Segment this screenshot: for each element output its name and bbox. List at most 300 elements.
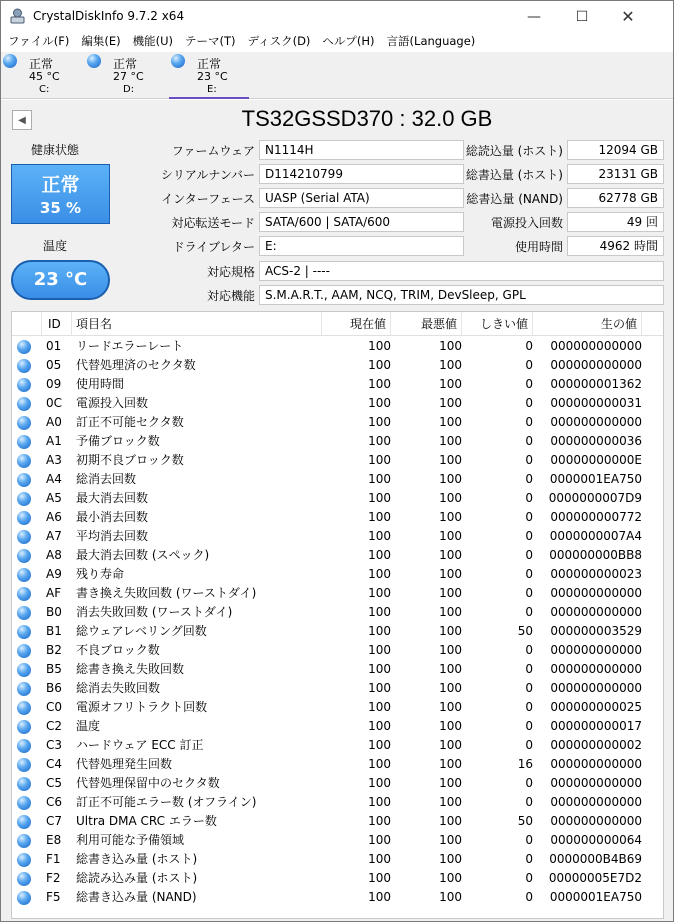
attribute-name: 訂正不可能エラー数 (オフライン) (76, 795, 257, 809)
maximize-button[interactable]: ☐ (575, 8, 589, 25)
status-good-icon (17, 834, 31, 848)
threshold-value: 0 (525, 833, 533, 847)
drive-temp: 23 °C (197, 70, 228, 83)
current-value: 100 (368, 358, 391, 372)
attribute-name: 温度 (76, 719, 101, 733)
status-good-icon (17, 720, 31, 734)
drive-letter: D: (123, 84, 135, 95)
attribute-name: 電源オフリトラクト回数 (76, 700, 208, 714)
drive-status: 正常 (29, 57, 54, 71)
attribute-name: 不良ブロック数 (76, 643, 160, 657)
drive-letter: E: (207, 84, 217, 95)
attribute-id: A4 (46, 472, 62, 486)
app-disk-icon (9, 8, 26, 25)
status-good-icon (17, 663, 31, 677)
threshold-value: 0 (525, 662, 533, 676)
drive-status: 正常 (113, 57, 138, 71)
raw-value: 000000000000 (550, 339, 642, 353)
threshold-value: 0 (525, 871, 533, 885)
status-good-icon (17, 739, 31, 753)
attribute-id: C7 (46, 814, 63, 828)
attribute-id: A7 (46, 529, 62, 543)
host-writes-field: 23131 GB (567, 164, 664, 184)
status-good-icon (17, 473, 31, 487)
attribute-name: 初期不良ブロック数 (76, 453, 184, 467)
header-threshold[interactable]: しきい値 (462, 312, 533, 336)
attribute-name: 利用可能な予備領域 (76, 833, 185, 847)
attribute-name: 書き換え失敗回数 (ワーストダイ) (76, 586, 257, 600)
threshold-value: 0 (525, 415, 533, 429)
attribute-id: A6 (46, 510, 62, 524)
table-row[interactable] (12, 413, 663, 432)
header-worst[interactable]: 最悪値 (391, 312, 462, 336)
current-value: 100 (368, 339, 391, 353)
raw-value: 000000000036 (550, 434, 642, 448)
status-good-icon (17, 454, 31, 468)
current-value: 100 (368, 795, 391, 809)
status-good-icon (17, 416, 31, 430)
table-row[interactable] (12, 432, 663, 451)
model-title: TS32GSSD370 : 32.0 GB (241, 106, 493, 131)
raw-value: 000000001362 (550, 377, 642, 391)
table-row[interactable] (12, 565, 663, 584)
threshold-value: 0 (525, 358, 533, 372)
current-value: 100 (368, 814, 391, 828)
threshold-value: 0 (525, 700, 533, 714)
attribute-name: 最小消去回数 (76, 510, 149, 524)
worst-value: 100 (439, 662, 462, 676)
minimize-button[interactable]: — (527, 8, 541, 25)
worst-value: 100 (439, 415, 462, 429)
worst-value: 100 (439, 434, 462, 448)
table-row[interactable] (12, 679, 663, 698)
attribute-name: ハードウェア ECC 訂正 (76, 738, 204, 752)
health-status: 正常 (41, 174, 80, 196)
menu-help[interactable]: ヘルプ(H) (322, 34, 375, 48)
firmware-label: ファームウェア (171, 144, 255, 158)
attribute-id: F2 (46, 871, 61, 885)
attribute-id: C0 (46, 700, 63, 714)
threshold-value: 0 (525, 434, 533, 448)
threshold-value: 0 (525, 548, 533, 562)
table-row[interactable] (12, 337, 663, 356)
worst-value: 100 (439, 776, 462, 790)
attribute-id: C6 (46, 795, 63, 809)
threshold-value: 0 (525, 567, 533, 581)
worst-value: 100 (439, 738, 462, 752)
status-good-icon (17, 872, 31, 886)
attribute-id: 01 (46, 339, 62, 353)
worst-value: 100 (439, 624, 462, 638)
attribute-id: F5 (46, 890, 61, 904)
status-good-icon (17, 701, 31, 715)
menu-disk[interactable]: ディスク(D) (247, 34, 311, 48)
serial-field: D114210799 (259, 164, 464, 184)
attribute-id: A8 (46, 548, 62, 562)
table-row[interactable] (12, 527, 663, 546)
status-good-icon (17, 549, 31, 563)
current-value: 100 (368, 719, 391, 733)
raw-value: 000000000000 (550, 358, 642, 372)
power-on-count-label: 電源投入回数 (490, 216, 563, 230)
attribute-id: 05 (46, 358, 62, 372)
current-value: 100 (368, 890, 391, 904)
status-good-icon (17, 378, 31, 392)
status-good-icon (3, 54, 17, 68)
status-good-icon (17, 397, 31, 411)
current-value: 100 (368, 415, 391, 429)
health-label: 健康状態 (31, 143, 80, 157)
status-good-icon (17, 511, 31, 525)
header-id[interactable]: ID (42, 312, 72, 336)
status-good-icon (87, 54, 101, 68)
worst-value: 100 (439, 890, 462, 904)
table-row[interactable] (12, 641, 663, 660)
current-value: 100 (368, 776, 391, 790)
raw-value: 000000000000 (550, 814, 642, 828)
menu-theme[interactable]: テーマ(T) (185, 34, 236, 48)
status-good-icon (17, 530, 31, 544)
attribute-id: B2 (46, 643, 62, 657)
table-row[interactable] (12, 394, 663, 413)
table-row[interactable] (12, 375, 663, 394)
current-value: 100 (368, 833, 391, 847)
table-row[interactable] (12, 698, 663, 717)
raw-value: 0000001EA750 (549, 890, 642, 904)
status-good-icon (17, 853, 31, 867)
current-value: 100 (368, 643, 391, 657)
health-status-button[interactable] (11, 164, 110, 224)
table-row[interactable] (12, 755, 663, 774)
attribute-name: 代替処理保留中のセクタ数 (76, 776, 220, 790)
standard-label: 対応規格 (206, 265, 255, 279)
threshold-value: 50 (517, 814, 533, 828)
current-value: 100 (368, 510, 391, 524)
worst-value: 100 (439, 510, 462, 524)
threshold-value: 0 (525, 491, 533, 505)
table-row[interactable] (12, 470, 663, 489)
host-reads-label: 総読込量 (ホスト) (465, 144, 563, 158)
current-value: 100 (368, 586, 391, 600)
attribute-name: 代替処理済のセクタ数 (76, 358, 196, 372)
threshold-value: 0 (525, 472, 533, 486)
attribute-name: 総書き込み量 (ホスト) (76, 852, 198, 866)
status-good-icon (17, 625, 31, 639)
status-good-icon (17, 644, 31, 658)
attribute-id: 0C (46, 396, 63, 410)
worst-value: 100 (439, 358, 462, 372)
temperature-value[interactable]: 23 °C (11, 260, 110, 300)
current-value: 100 (368, 491, 391, 505)
transfer-mode-field: SATA/600 | SATA/600 (259, 212, 464, 232)
table-row[interactable] (12, 831, 663, 850)
table-row[interactable] (12, 584, 663, 603)
triangle-left-icon: ◀ (18, 114, 26, 126)
table-row[interactable] (12, 508, 663, 527)
attribute-id: B0 (46, 605, 62, 619)
worst-value: 100 (439, 339, 462, 353)
table-row[interactable] (12, 356, 663, 375)
raw-value: 0000000007D9 (548, 491, 642, 505)
current-value: 100 (368, 700, 391, 714)
attribute-name: 総書き換え失敗回数 (76, 662, 185, 676)
attribute-name: 最大消去回数 (76, 491, 149, 505)
drive-status: 正常 (197, 57, 222, 71)
threshold-value: 0 (525, 529, 533, 543)
header-name[interactable]: 項目名 (72, 312, 322, 336)
worst-value: 100 (439, 833, 462, 847)
attribute-name: Ultra DMA CRC エラー数 (76, 814, 217, 828)
attribute-name: 予備ブロック数 (76, 434, 160, 448)
status-good-icon (171, 54, 185, 68)
table-row[interactable] (12, 774, 663, 793)
current-value: 100 (368, 738, 391, 752)
table-row[interactable] (12, 660, 663, 679)
attribute-id: A3 (46, 453, 62, 467)
main-panel (1, 100, 673, 921)
threshold-value: 0 (525, 396, 533, 410)
menu-edit[interactable]: 編集(E) (81, 34, 121, 48)
features-label: 対応機能 (206, 289, 255, 303)
table-row[interactable] (12, 717, 663, 736)
raw-value: 000000000000 (550, 757, 642, 771)
table-row[interactable] (12, 850, 663, 869)
table-row[interactable] (12, 451, 663, 470)
threshold-value: 0 (525, 719, 533, 733)
header-status[interactable] (12, 312, 42, 336)
status-good-icon (17, 796, 31, 810)
current-value: 100 (368, 757, 391, 771)
drive-tab-c[interactable] (1, 52, 81, 99)
current-value: 100 (368, 453, 391, 467)
close-button[interactable]: ✕ (621, 7, 635, 26)
menu-function[interactable]: 機能(U) (132, 34, 173, 48)
table-row[interactable] (12, 736, 663, 755)
worst-value: 100 (439, 491, 462, 505)
attribute-name: リードエラーレート (76, 339, 184, 353)
standard-field: ACS-2 | ---- (259, 261, 664, 281)
current-value: 100 (368, 396, 391, 410)
attribute-id: C4 (46, 757, 63, 771)
attribute-name: 消去失敗回数 (ワーストダイ) (76, 605, 233, 619)
table-row[interactable] (12, 546, 663, 565)
current-value: 100 (368, 548, 391, 562)
worst-value: 100 (439, 719, 462, 733)
threshold-value: 16 (517, 757, 533, 771)
worst-value: 100 (439, 529, 462, 543)
attribute-name: 訂正不可能セクタ数 (76, 415, 184, 429)
status-good-icon (17, 758, 31, 772)
status-good-icon (17, 359, 31, 373)
raw-value: 0000001EA750 (549, 472, 642, 486)
attribute-id: B5 (46, 662, 62, 676)
current-value: 100 (368, 681, 391, 695)
threshold-value: 0 (525, 510, 533, 524)
attribute-id: C3 (46, 738, 63, 752)
worst-value: 100 (439, 681, 462, 695)
menu-file[interactable]: ファイル(F) (8, 34, 70, 48)
current-value: 100 (368, 605, 391, 619)
smart-table[interactable] (11, 311, 664, 919)
raw-value: 000000000000 (550, 795, 642, 809)
attribute-name: 最大消去回数 (スペック) (76, 548, 210, 562)
attribute-name: 残り寿命 (76, 567, 125, 581)
raw-value: 000000000064 (550, 833, 642, 847)
power-on-hours-field: 4962 時間 (567, 236, 664, 256)
raw-value: 000000000002 (550, 738, 642, 752)
attribute-id: B6 (46, 681, 62, 695)
menu-language[interactable]: 言語(Language) (386, 34, 476, 48)
raw-value: 0000000B4B69 (549, 852, 642, 866)
header-current[interactable]: 現在値 (322, 312, 391, 336)
transfer-mode-label: 対応転送モード (171, 216, 255, 230)
table-row[interactable] (12, 489, 663, 508)
status-good-icon (17, 587, 31, 601)
drive-tab-bar (1, 52, 673, 99)
worst-value: 100 (439, 700, 462, 714)
status-good-icon (17, 435, 31, 449)
attribute-name: 総読み込み量 (ホスト) (76, 871, 198, 885)
raw-value: 000000000772 (550, 510, 642, 524)
interface-label: インターフェース (161, 192, 255, 206)
worst-value: 100 (439, 852, 462, 866)
raw-value: 000000000000 (550, 662, 642, 676)
nand-writes-label: 総書込量 (NAND) (466, 192, 563, 206)
attribute-name: 電源投入回数 (76, 396, 149, 410)
worst-value: 100 (439, 605, 462, 619)
attribute-name: 総消去失敗回数 (76, 681, 161, 695)
attribute-id: E8 (46, 833, 62, 847)
raw-value: 000000000000 (550, 586, 642, 600)
drive-letter-field: E: (259, 236, 464, 256)
attribute-id: A1 (46, 434, 62, 448)
attribute-id: B1 (46, 624, 62, 638)
current-value: 100 (368, 434, 391, 448)
host-writes-label: 総書込量 (ホスト) (465, 168, 563, 182)
power-on-count-field: 49 回 (567, 212, 664, 232)
current-value: 100 (368, 472, 391, 486)
menu-bar (1, 32, 673, 52)
drive-letter: C: (39, 84, 50, 95)
raw-value: 000000000000 (550, 605, 642, 619)
raw-value: 000000000BB8 (549, 548, 642, 562)
serial-label: シリアルナンバー (160, 168, 255, 182)
power-on-hours-label: 使用時間 (514, 240, 563, 254)
worst-value: 100 (439, 396, 462, 410)
window-title: CrystalDiskInfo 9.7.2 x64 (33, 9, 185, 23)
drive-tab-d[interactable] (85, 52, 165, 99)
drive-temp: 27 °C (113, 70, 144, 83)
status-good-icon (17, 777, 31, 791)
worst-value: 100 (439, 453, 462, 467)
host-reads-field: 12094 GB (567, 140, 664, 160)
current-value: 100 (368, 529, 391, 543)
status-good-icon (17, 340, 31, 354)
worst-value: 100 (439, 586, 462, 600)
table-row[interactable] (12, 622, 663, 641)
raw-value: 000000000025 (550, 700, 642, 714)
attribute-id: C5 (46, 776, 63, 790)
table-row[interactable] (12, 869, 663, 888)
threshold-value: 0 (525, 339, 533, 353)
threshold-value: 0 (525, 605, 533, 619)
threshold-value: 0 (525, 377, 533, 391)
drive-letter-label: ドライブレター (172, 240, 255, 254)
status-good-icon (17, 682, 31, 696)
worst-value: 100 (439, 795, 462, 809)
status-good-icon (17, 891, 31, 905)
threshold-value: 0 (525, 586, 533, 600)
status-good-icon (17, 815, 31, 829)
worst-value: 100 (439, 472, 462, 486)
current-value: 100 (368, 852, 391, 866)
attribute-name: 使用時間 (76, 377, 125, 391)
current-value: 100 (368, 567, 391, 581)
worst-value: 100 (439, 757, 462, 771)
raw-value: 000000000031 (550, 396, 642, 410)
table-header (12, 312, 663, 336)
current-value: 100 (368, 871, 391, 885)
health-percent: 35 % (39, 199, 82, 217)
worst-value: 100 (439, 377, 462, 391)
current-value: 100 (368, 662, 391, 676)
attribute-id: A5 (46, 491, 62, 505)
features-field: S.M.A.R.T., AAM, NCQ, TRIM, DevSleep, GPL (259, 285, 664, 305)
table-row[interactable] (12, 812, 663, 831)
threshold-value: 0 (525, 738, 533, 752)
attribute-name: 平均消去回数 (76, 529, 149, 543)
raw-value: 000000000000 (550, 415, 642, 429)
attribute-name: 総書き込み量 (NAND) (76, 890, 197, 904)
threshold-value: 0 (525, 681, 533, 695)
drive-temp: 45 °C (29, 70, 60, 83)
threshold-value: 50 (517, 624, 533, 638)
worst-value: 100 (439, 814, 462, 828)
raw-value: 000000000000 (550, 681, 642, 695)
status-good-icon (17, 568, 31, 582)
table-row[interactable] (12, 888, 663, 907)
attribute-id: A9 (46, 567, 62, 581)
attribute-name: 総消去回数 (76, 472, 137, 486)
threshold-value: 0 (525, 776, 533, 790)
worst-value: 100 (439, 643, 462, 657)
attribute-name: 総ウェアレベリング回数 (76, 624, 207, 638)
raw-value: 000000000017 (550, 719, 642, 733)
worst-value: 100 (439, 548, 462, 562)
table-row[interactable] (12, 793, 663, 812)
attribute-id: 09 (46, 377, 62, 391)
temperature-label: 温度 (43, 239, 68, 253)
threshold-value: 0 (525, 453, 533, 467)
worst-value: 100 (439, 567, 462, 581)
raw-value: 000000000000 (550, 643, 642, 657)
current-value: 100 (368, 377, 391, 391)
attribute-id: AF (46, 586, 62, 600)
threshold-value: 0 (525, 643, 533, 657)
drive-tab-e[interactable] (169, 52, 249, 99)
firmware-field: N1114H (259, 140, 464, 160)
table-row[interactable] (12, 603, 663, 622)
current-value: 100 (368, 624, 391, 638)
threshold-value: 0 (525, 852, 533, 866)
raw-value: 00000000000E (550, 453, 642, 467)
raw-value: 000000000000 (550, 776, 642, 790)
raw-value: 0000000007A4 (549, 529, 642, 543)
header-raw[interactable]: 生の値 (533, 312, 642, 336)
interface-field: UASP (Serial ATA) (259, 188, 464, 208)
status-good-icon (17, 606, 31, 620)
raw-value: 000000000023 (550, 567, 642, 581)
